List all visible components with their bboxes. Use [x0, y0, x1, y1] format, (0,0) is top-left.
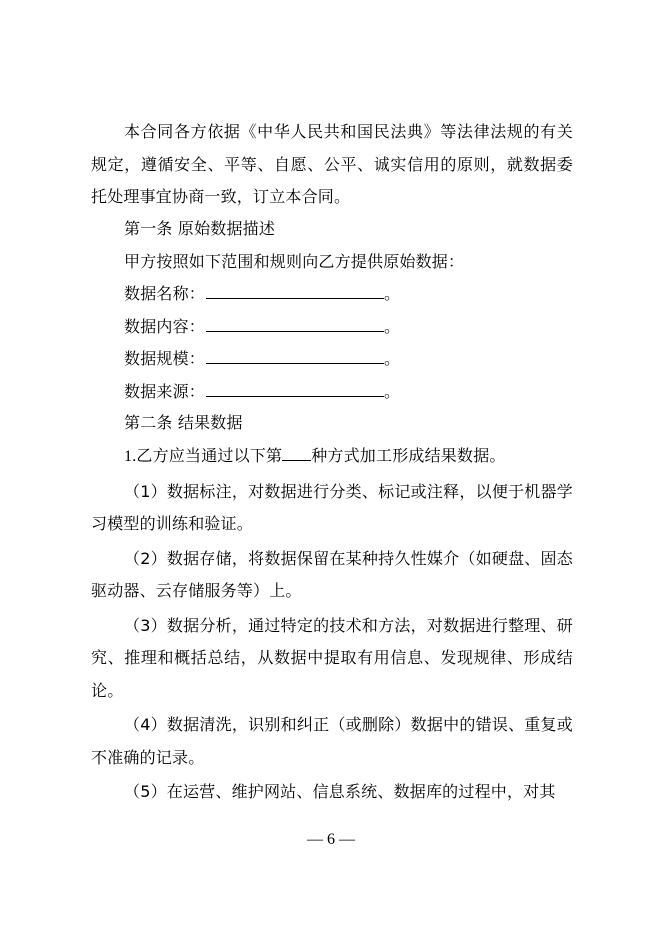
fill-in-blank-data-name[interactable] — [206, 280, 384, 299]
page-number: — 6 — — [307, 831, 355, 848]
fill-in-blank-data-scale[interactable] — [206, 345, 384, 364]
field-data-source — [91, 376, 573, 409]
option-4-paragraph: （4）数据清洗，识别和纠正（或删除）数据中的错误、重复或不准确的记录。 — [91, 715, 573, 767]
field-label: 数据来源： — [124, 381, 206, 401]
field-data-name — [91, 278, 573, 311]
end-mark: 。 — [384, 381, 401, 401]
article-1-title: 第一条 原始数据描述 — [124, 218, 276, 238]
intro-paragraph: 本合同各方依据《中华人民共和国民法典》等法律法规的有关规定，遵循安全、平等、自愿、公平、诚实信用的原则，就数据委托处理事宜协商一致，订立本合同。 — [91, 122, 573, 206]
article-2-item-1 — [91, 440, 573, 474]
item-1-suffix: 种方式加工形成结果数据。 — [311, 446, 506, 465]
fill-in-blank-data-content[interactable] — [206, 313, 384, 332]
field-data-content — [91, 311, 573, 344]
option-3-paragraph: （3）数据分析，通过特定的技术和方法，对数据进行整理、研究、推理和概括总结，从数据中提取有用信息、发现规律、形成结论。 — [91, 615, 573, 700]
field-label: 数据名称： — [124, 284, 206, 303]
field-label: 数据规模： — [124, 349, 206, 368]
article-2-title: 第二条 结果数据 — [124, 413, 243, 432]
field-data-scale — [91, 343, 573, 376]
option-5-paragraph: （5）在运营、维护网站、信息系统、数据库的过程中，对其 — [124, 782, 556, 801]
fill-in-blank-method-number[interactable] — [282, 442, 311, 461]
end-mark: 。 — [384, 349, 401, 368]
document-body — [91, 116, 573, 809]
end-mark: 。 — [384, 316, 401, 336]
option-2-paragraph: （2）数据存储，将数据保留在某种持久性媒介（如硬盘、固态驱动器、云存储服务等）上。 — [91, 548, 573, 600]
item-1-prefix: 1.乙方应当通过以下第 — [124, 448, 283, 465]
option-1-paragraph: （1）数据标注，对数据进行分类、标记或注释，以便于机器学习模型的训练和验证。 — [91, 481, 573, 533]
fill-in-blank-data-source[interactable] — [206, 378, 384, 397]
field-label: 数据内容： — [124, 316, 206, 336]
end-mark: 。 — [384, 284, 401, 303]
article-1-lead: 甲方按照如下范围和规则向乙方提供原始数据： — [124, 251, 465, 271]
